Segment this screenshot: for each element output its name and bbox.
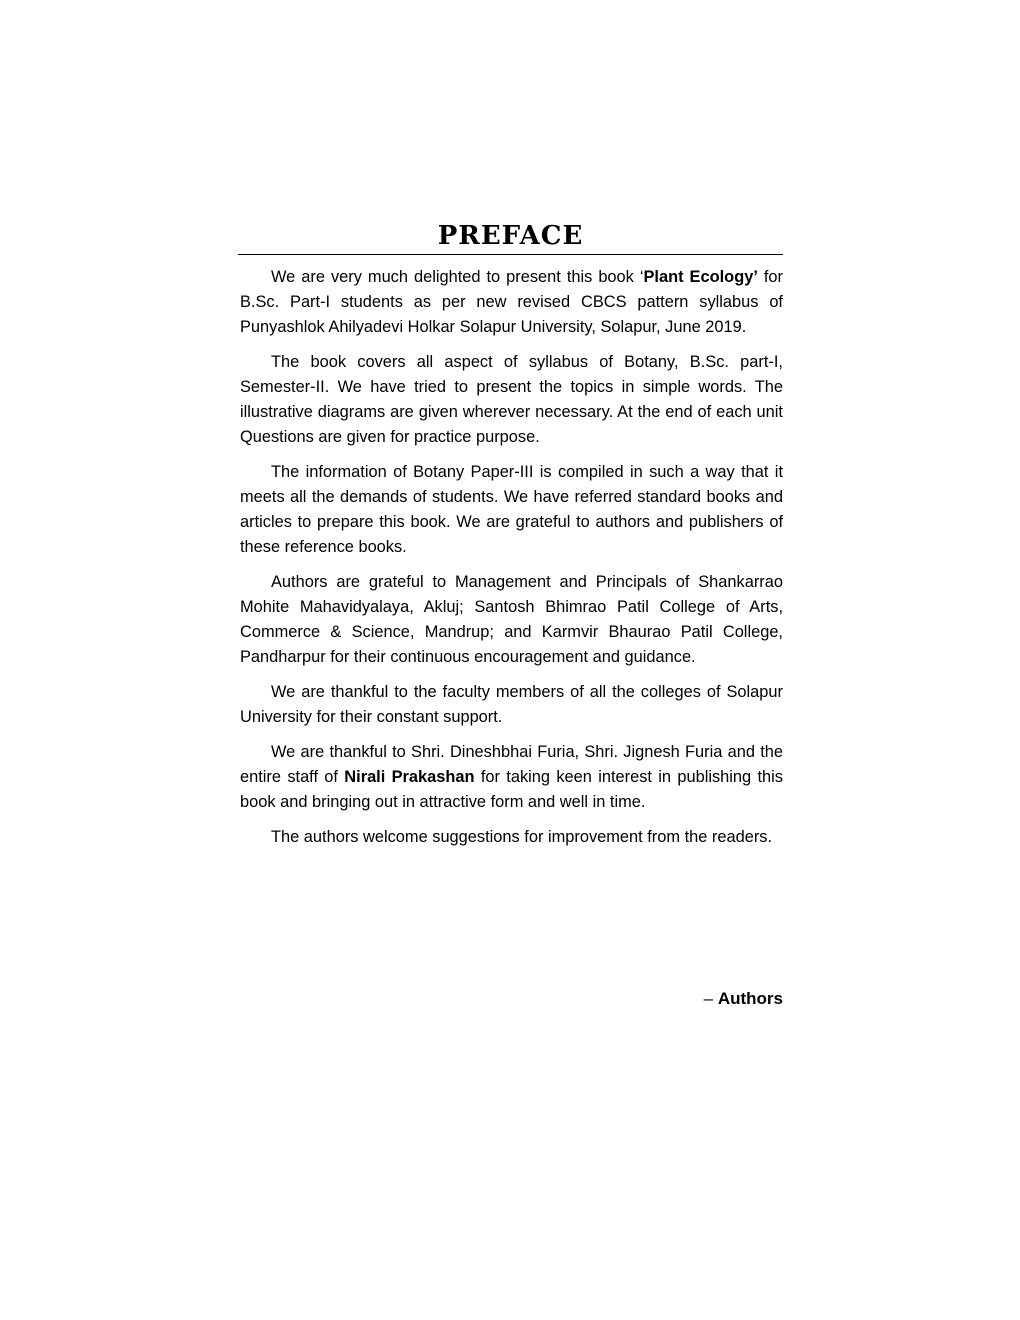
paragraph-publisher-text-end: for taking keen interest in publishing this book and bringing out in attractive form and well in time.	[240, 768, 783, 811]
paragraph-publisher-text-start: We are thankful to Shri. Dineshbhai Furia, Shri. Jignesh Furia and the entire staff of	[240, 743, 783, 786]
paragraph-suggestions: The authors welcome suggestions for improvement from the readers.	[271, 828, 773, 846]
signature-dash: –	[703, 989, 718, 1008]
paragraph-coverage: The book covers all aspect of syllabus of Botany, B.Sc. part-I, Semester-II. We have tried to present the topics in simple words. The illustrative diagrams are given wherever necessary. At the end of each unit Questions are given for practice purpose.	[240, 353, 783, 446]
signature-name: Authors	[717, 989, 783, 1008]
paragraph-intro	[240, 265, 783, 340]
paragraph-acknowledgement-colleges: Authors are grateful to Management and Principals of Shankarrao Mohite Mahavidyalaya, Akluj; Santosh Bhimrao Patil College of Arts, Commerce & Science, Mandrup; and Karmvir Bhaurao Patil College, Pandharpur for their continuous encouragement and guidance.	[240, 573, 783, 666]
paragraph-information: The information of Botany Paper-III is compiled in such a way that it meets all the demands of students. We have referred standard books and articles to prepare this book. We are grateful to authors and publishers of these reference books.	[240, 463, 783, 556]
signature	[704, 986, 783, 1011]
title-underline	[238, 254, 783, 255]
paragraph-intro-text-end: for B.Sc. Part-I students as per new revised CBCS pattern syllabus of Punyashlok Ahilyadevi Holkar Solapur University, Solapur, June 2019.	[240, 268, 783, 336]
paragraph-thanks-publisher	[240, 740, 783, 815]
preface-page	[238, 218, 783, 1008]
paragraph-intro-text-start: We are very much delighted to present this book ‘	[271, 268, 644, 286]
paragraph-thanks-faculty: We are thankful to the faculty members of all the colleges of Solapur University for their constant support.	[240, 683, 783, 726]
page-title: PREFACE	[437, 221, 584, 251]
publisher-name: Nirali Prakashan	[344, 768, 475, 786]
book-title: Plant Ecology’	[643, 268, 758, 286]
